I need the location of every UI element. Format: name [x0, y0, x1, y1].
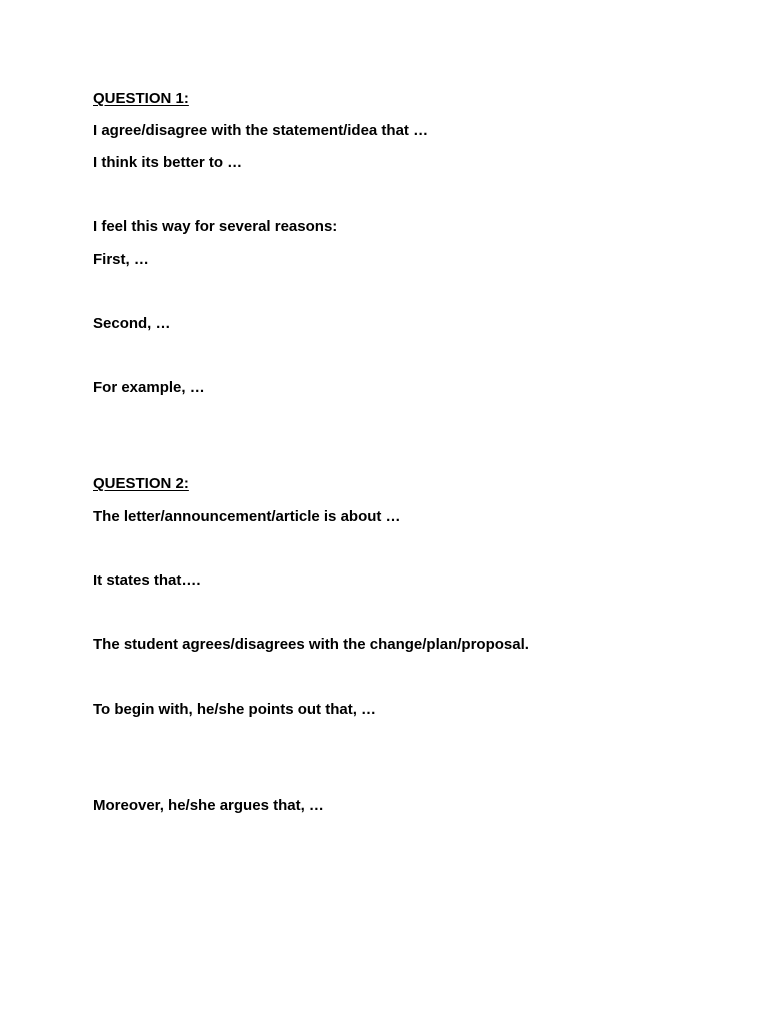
q1-line-agree: I agree/disagree with the statement/idea that …	[93, 122, 429, 139]
q2-line-moreover: Moreover, he/she argues that, …	[93, 797, 324, 814]
question-1-heading: QUESTION 1:	[93, 90, 189, 107]
q1-line-first: First, …	[93, 251, 149, 268]
q2-line-states: It states that….	[93, 572, 201, 589]
q2-line-about: The letter/announcement/article is about …	[93, 508, 401, 525]
q1-line-second: Second, …	[93, 315, 171, 332]
q1-line-reasons: I feel this way for several reasons:	[93, 218, 338, 235]
q2-line-begin: To begin with, he/she points out that, …	[93, 701, 377, 718]
q1-line-example: For example, …	[93, 379, 205, 396]
q1-line-think: I think its better to …	[93, 154, 243, 171]
q2-line-student: The student agrees/disagrees with the change/plan/proposal.	[93, 636, 529, 653]
question-2-heading: QUESTION 2:	[93, 475, 189, 492]
